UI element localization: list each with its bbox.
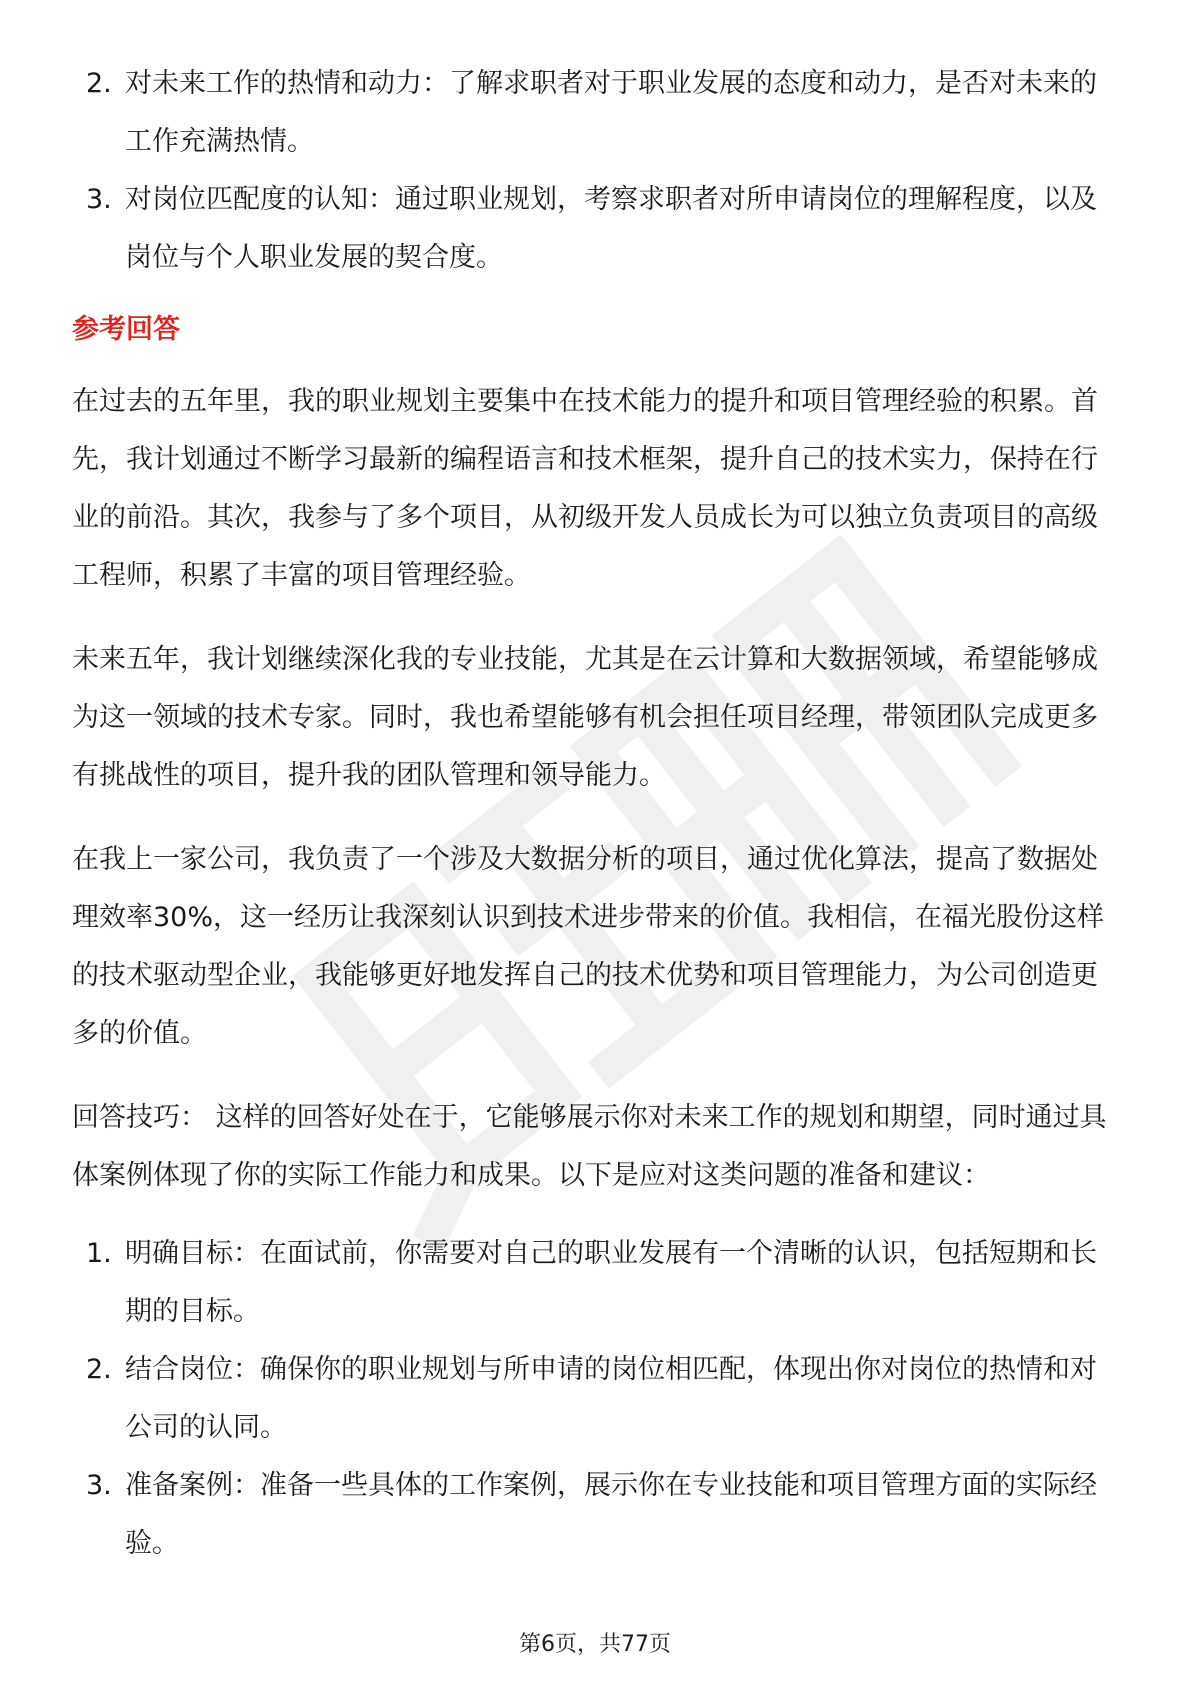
list-item: [72, 55, 1122, 171]
list-item-text: 对岗位匹配度的认知：通过职业规划，考察求职者对所申请岗位的理解程度，以及岗位与个人职业发展的契合度。: [125, 184, 1097, 273]
list-item: [72, 1341, 1122, 1457]
list-item: [72, 1225, 1122, 1341]
tips-paragraph: 回答技巧： 这样的回答好处在于，它能够展示你对未来工作的规划和期望，同时通过具体案例体现了你的实际工作能力和成果。以下是应对这类问题的准备和建议：: [72, 1102, 1107, 1191]
section-heading: 参考回答: [72, 314, 180, 345]
numbered-list-top: [72, 55, 1122, 287]
page-content: [72, 55, 1122, 1573]
list-item-number: 1.: [86, 1238, 112, 1269]
answer-paragraph: 未来五年，我计划继续深化我的专业技能，尤其是在云计算和大数据领域，希望能够成为这一领域的技术专家。同时，我也希望能够有机会担任项目经理，带领团队完成更多有挑战性的项目，提升我的团队管理和领导能力。: [72, 644, 1098, 791]
answer-paragraph: 在我上一家公司，我负责了一个涉及大数据分析的项目，通过优化算法，提高了数据处理效率30%，这一经历让我深刻认识到技术进步带来的价值。我相信，在福光股份这样的技术驱动型企业，我能够更好地发挥自己的技术优势和项目管理能力，为公司创造更多的价值。: [72, 844, 1105, 1049]
list-item-number: 2.: [86, 1354, 112, 1385]
list-item-text: 结合岗位：确保你的职业规划与所申请的岗位相匹配，体现出你对岗位的热情和对公司的认同。: [125, 1354, 1097, 1443]
list-item-text: 准备案例：准备一些具体的工作案例，展示你在专业技能和项目管理方面的实际经验。: [125, 1470, 1097, 1559]
numbered-list-bottom: [72, 1225, 1122, 1573]
list-item-number: 3.: [86, 1470, 112, 1501]
page-footer: 第6页，共77页: [519, 1632, 671, 1657]
answer-paragraph: 在过去的五年里，我的职业规划主要集中在技术能力的提升和项目管理经验的积累。首先，我计划通过不断学习最新的编程语言和技术框架，提升自己的技术实力，保持在行业的前沿。其次，我参与了多个项目，从初级开发人员成长为可以独立负责项目的高级工程师，积累了丰富的项目管理经验。: [72, 386, 1098, 591]
list-item-text: 明确目标：在面试前，你需要对自己的职业发展有一个清晰的认识，包括短期和长期的目标。: [125, 1238, 1097, 1327]
list-item: [72, 171, 1122, 287]
list-item-number: 3.: [86, 184, 112, 215]
list-item: [72, 1457, 1122, 1573]
list-item-text: 对未来工作的热情和动力：了解求职者对于职业发展的态度和动力，是否对未来的工作充满热情。: [125, 68, 1097, 157]
list-item-number: 2.: [86, 68, 112, 99]
